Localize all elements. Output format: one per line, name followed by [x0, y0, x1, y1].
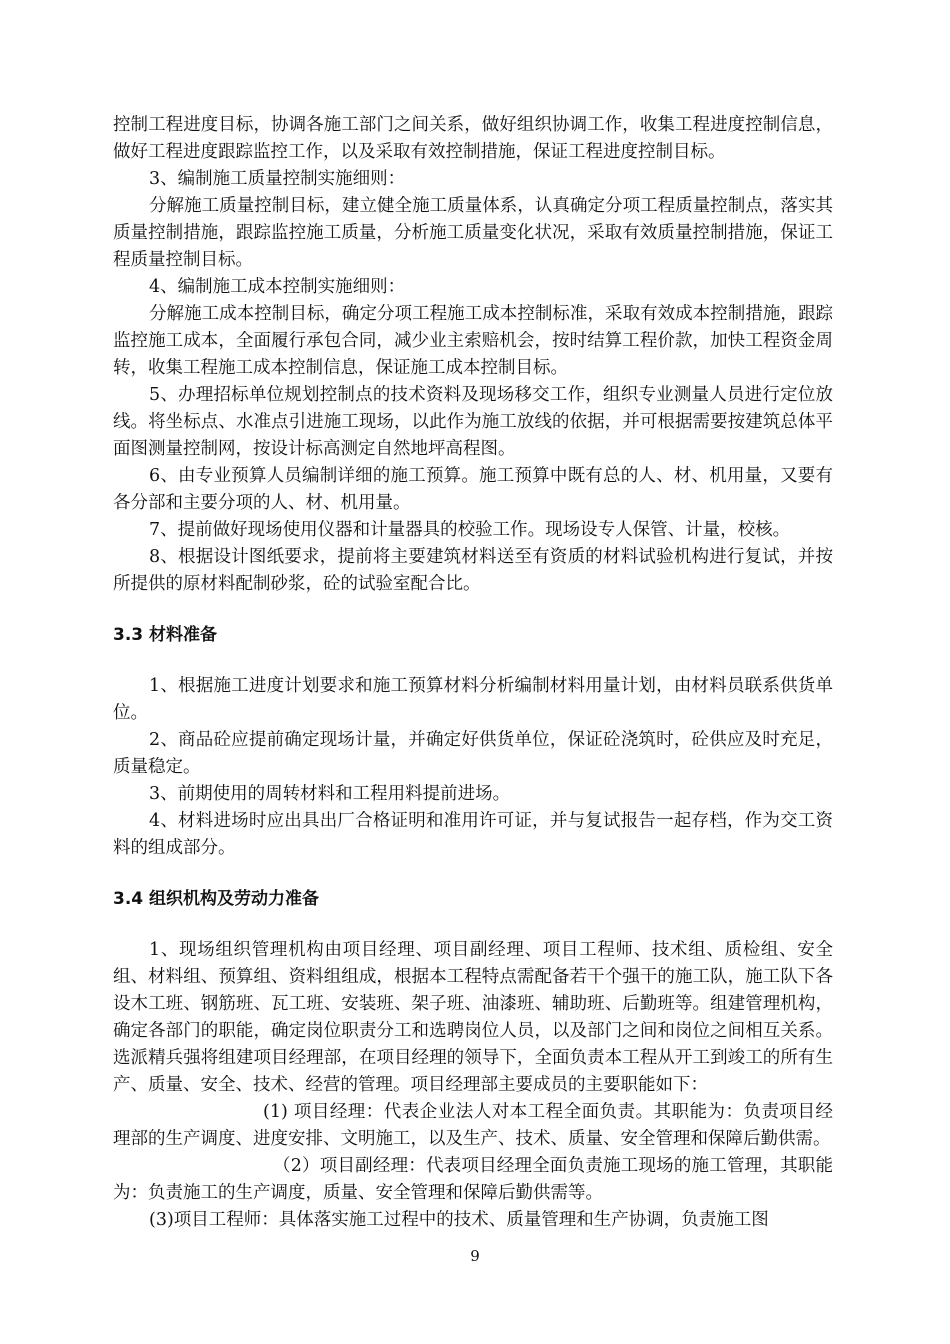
paragraph: 2、商品砼应提前确定现场计量，并确定好供货单位，保证砼浇筑时，砼供应及时充足，质量稳定。 [113, 730, 833, 777]
paragraph: 7、提前做好现场使用仪器和计量器具的校验工作。现场设专人保管、计量，校核。 [149, 520, 791, 540]
document-page [113, 112, 833, 1234]
paragraph: （2）项目副经理：代表项目经理全面负责施工现场的施工管理，其职能为：负责施工的生产调度，质量、安全管理和保障后勤供需等。 [113, 1156, 833, 1203]
paragraph: 3、前期使用的周转材料和工程用料提前进场。 [149, 784, 511, 804]
paragraph: (3)项目工程师：具体落实施工过程中的技术、质量管理和生产协调，负责施工图 [149, 1210, 769, 1230]
page-number: 9 [470, 1247, 480, 1265]
paragraph: 分解施工质量控制目标，建立健全施工质量体系，认真确定分项工程质量控制点，落实其质量控制措施，跟踪监控施工质量，分析施工质量变化状况，采取有效质量控制措施，保证工程质量控制目标。 [113, 196, 833, 270]
paragraph: (1) 项目经理：代表企业法人对本工程全面负责。其职能为：负责项目经理部的生产调度、进度安排、文明施工，以及生产、技术、质量、安全管理和保障后勤供需。 [113, 1102, 833, 1149]
paragraph: 1、现场组织管理机构由项目经理、项目副经理、项目工程师、技术组、质检组、安全组、材料组、预算组、资料组组成，根据本工程特点需配备若干个强干的施工队，施工队下各设木工班、钢筋班、瓦工班、安装班、架子班、油漆班、辅助班、后勤班等。组建管理机构，确定各部门的职能，确定岗位职责分工和选聘岗位人员，以及部门之间和岗位之间相互关系。选派精兵强将组建项目经理部，在项目经理的领导下，全面负责本工程从开工到竣工的所有生产、质量、安全、技术、经营的管理。项目经理部主要成员的主要职能如下： [113, 940, 833, 1095]
paragraph: 8、根据设计图纸要求，提前将主要建筑材料送至有资质的材料试验机构进行复试，并按所提供的原材料配制砂浆，砼的试验室配合比。 [113, 547, 833, 594]
paragraph: 6、由专业预算人员编制详细的施工预算。施工预算中既有总的人、材、机用量，又要有各分部和主要分项的人、材、机用量。 [113, 466, 833, 513]
paragraph: 3、编制施工质量控制实施细则： [149, 169, 406, 189]
paragraph: 分解施工成本控制目标，确定分项工程施工成本控制标准，采取有效成本控制措施，跟踪监控施工成本，全面履行承包合同，减少业主索赔机会，按时结算工程价款，加快工程资金周转，收集工程施工成本控制信息，保证施工成本控制目标。 [113, 304, 833, 378]
section-heading-3-4: 3.4 组织机构及劳动力准备 [113, 889, 320, 909]
paragraph: 4、编制施工成本控制实施细则： [149, 277, 406, 297]
paragraph: 1、根据施工进度计划要求和施工预算材料分析编制材料用量计划，由材料员联系供货单位。 [113, 676, 833, 723]
paragraph: 控制工程进度目标，协调各施工部门之间关系，做好组织协调工作，收集工程进度控制信息，做好工程进度跟踪监控工作，以及采取有效控制措施，保证工程进度控制目标。 [113, 115, 833, 162]
section-heading-3-3: 3.3 材料准备 [113, 625, 218, 645]
paragraph: 4、材料进场时应出具出厂合格证明和准用许可证，并与复试报告一起存档，作为交工资料的组成部分。 [113, 811, 833, 858]
paragraph: 5、办理招标单位规划控制点的技术资料及现场移交工作，组织专业测量人员进行定位放线。将坐标点、水准点引进施工现场，以此作为施工放线的依据，并可根据需要按建筑总体平面图测量控制网，按设计标高测定自然地坪高程图。 [113, 385, 833, 459]
